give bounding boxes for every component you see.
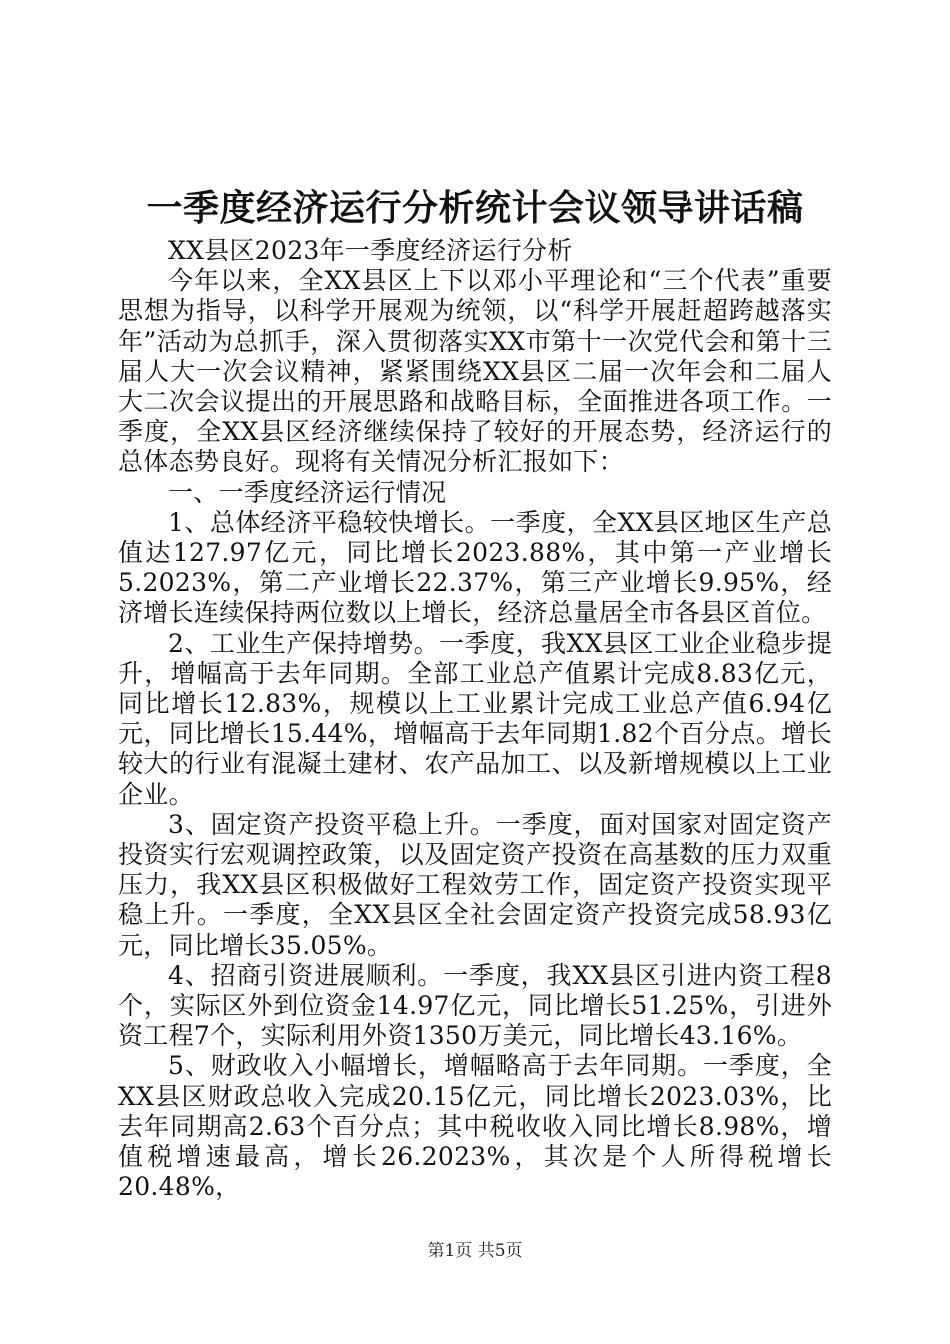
paragraph-item-4: 4、招商引资进展顺利。一季度，我XX县区引进内资工程8个，实际区外到位资金14.97亿元，同比增长51.25%，引进外资工程7个，实际利用外资1350万美元，同比增长43.16%。 [118, 960, 832, 1051]
page-footer: 第1页 共5页 [427, 1241, 523, 1261]
paragraph-intro: 今年以来，全XX县区上下以邓小平理论和“三个代表”重要思想为指导，以科学开展观为统领，以“科学开展赶超跨越落实年”活动为总抓手，深入贯彻落实XX市第十一次党代会和第十三届人大一次会议精神，紧紧围绕XX县区二届一次年会和二届人大二次会议提出的开展思路和战略目标，全面推进各项工作。一季度，全XX县区经济继续保持了较好的开展态势，经济运行的总体态势良好。现将有关情况分析汇报如下： [118, 266, 832, 477]
paragraph-item-3: 3、固定资产投资平稳上升。一季度，面对国家对固定资产投资实行宏观调控政策，以及固定资产投资在高基数的压力双重压力，我XX县区积极做好工程效劳工作，固定资产投资实现平稳上升。一季度，全XX县区全社会固定资产投资完成58.93亿元，同比增长35.05%。 [118, 809, 832, 960]
document-title: 一季度经济运行分析统计会议领导讲话稿 [146, 187, 804, 229]
paragraph-item-1: 1、总体经济平稳较快增长。一季度，全XX县区地区生产总值达127.97亿元，同比增长2023.88%，其中第一产业增长5.2023%，第二产业增长22.37%，第三产业增长9.95%，经济增长连续保持两位数以上增长，经济总量居全市各县区首位。 [118, 507, 832, 628]
document-body [118, 236, 832, 1203]
section-heading-1: 一、一季度经济运行情况 [168, 477, 447, 507]
paragraph-item-2: 2、工业生产保持增势。一季度，我XX县区工业企业稳步提升，增幅高于去年同期。全部工业总产值累计完成8.83亿元，同比增长12.83%，规模以上工业累计完成工业总产值6.94亿元，同比增长15.44%，增幅高于去年同期1.82个百分点。增长较大的行业有混凝土建材、农产品加工、以及新增规模以上工业企业。 [118, 628, 832, 809]
paragraph-item-5: 5、财政收入小幅增长，增幅略高于去年同期。一季度，全XX县区财政总收入完成20.15亿元，同比增长2023.03%，比去年同期高2.63个百分点；其中税收收入同比增长8.98%，增值税增速最高，增长26.2023%，其次是个人所得税增长20.48%， [118, 1051, 832, 1202]
paragraph-subtitle: XX县区2023年一季度经济运行分析 [168, 236, 573, 265]
